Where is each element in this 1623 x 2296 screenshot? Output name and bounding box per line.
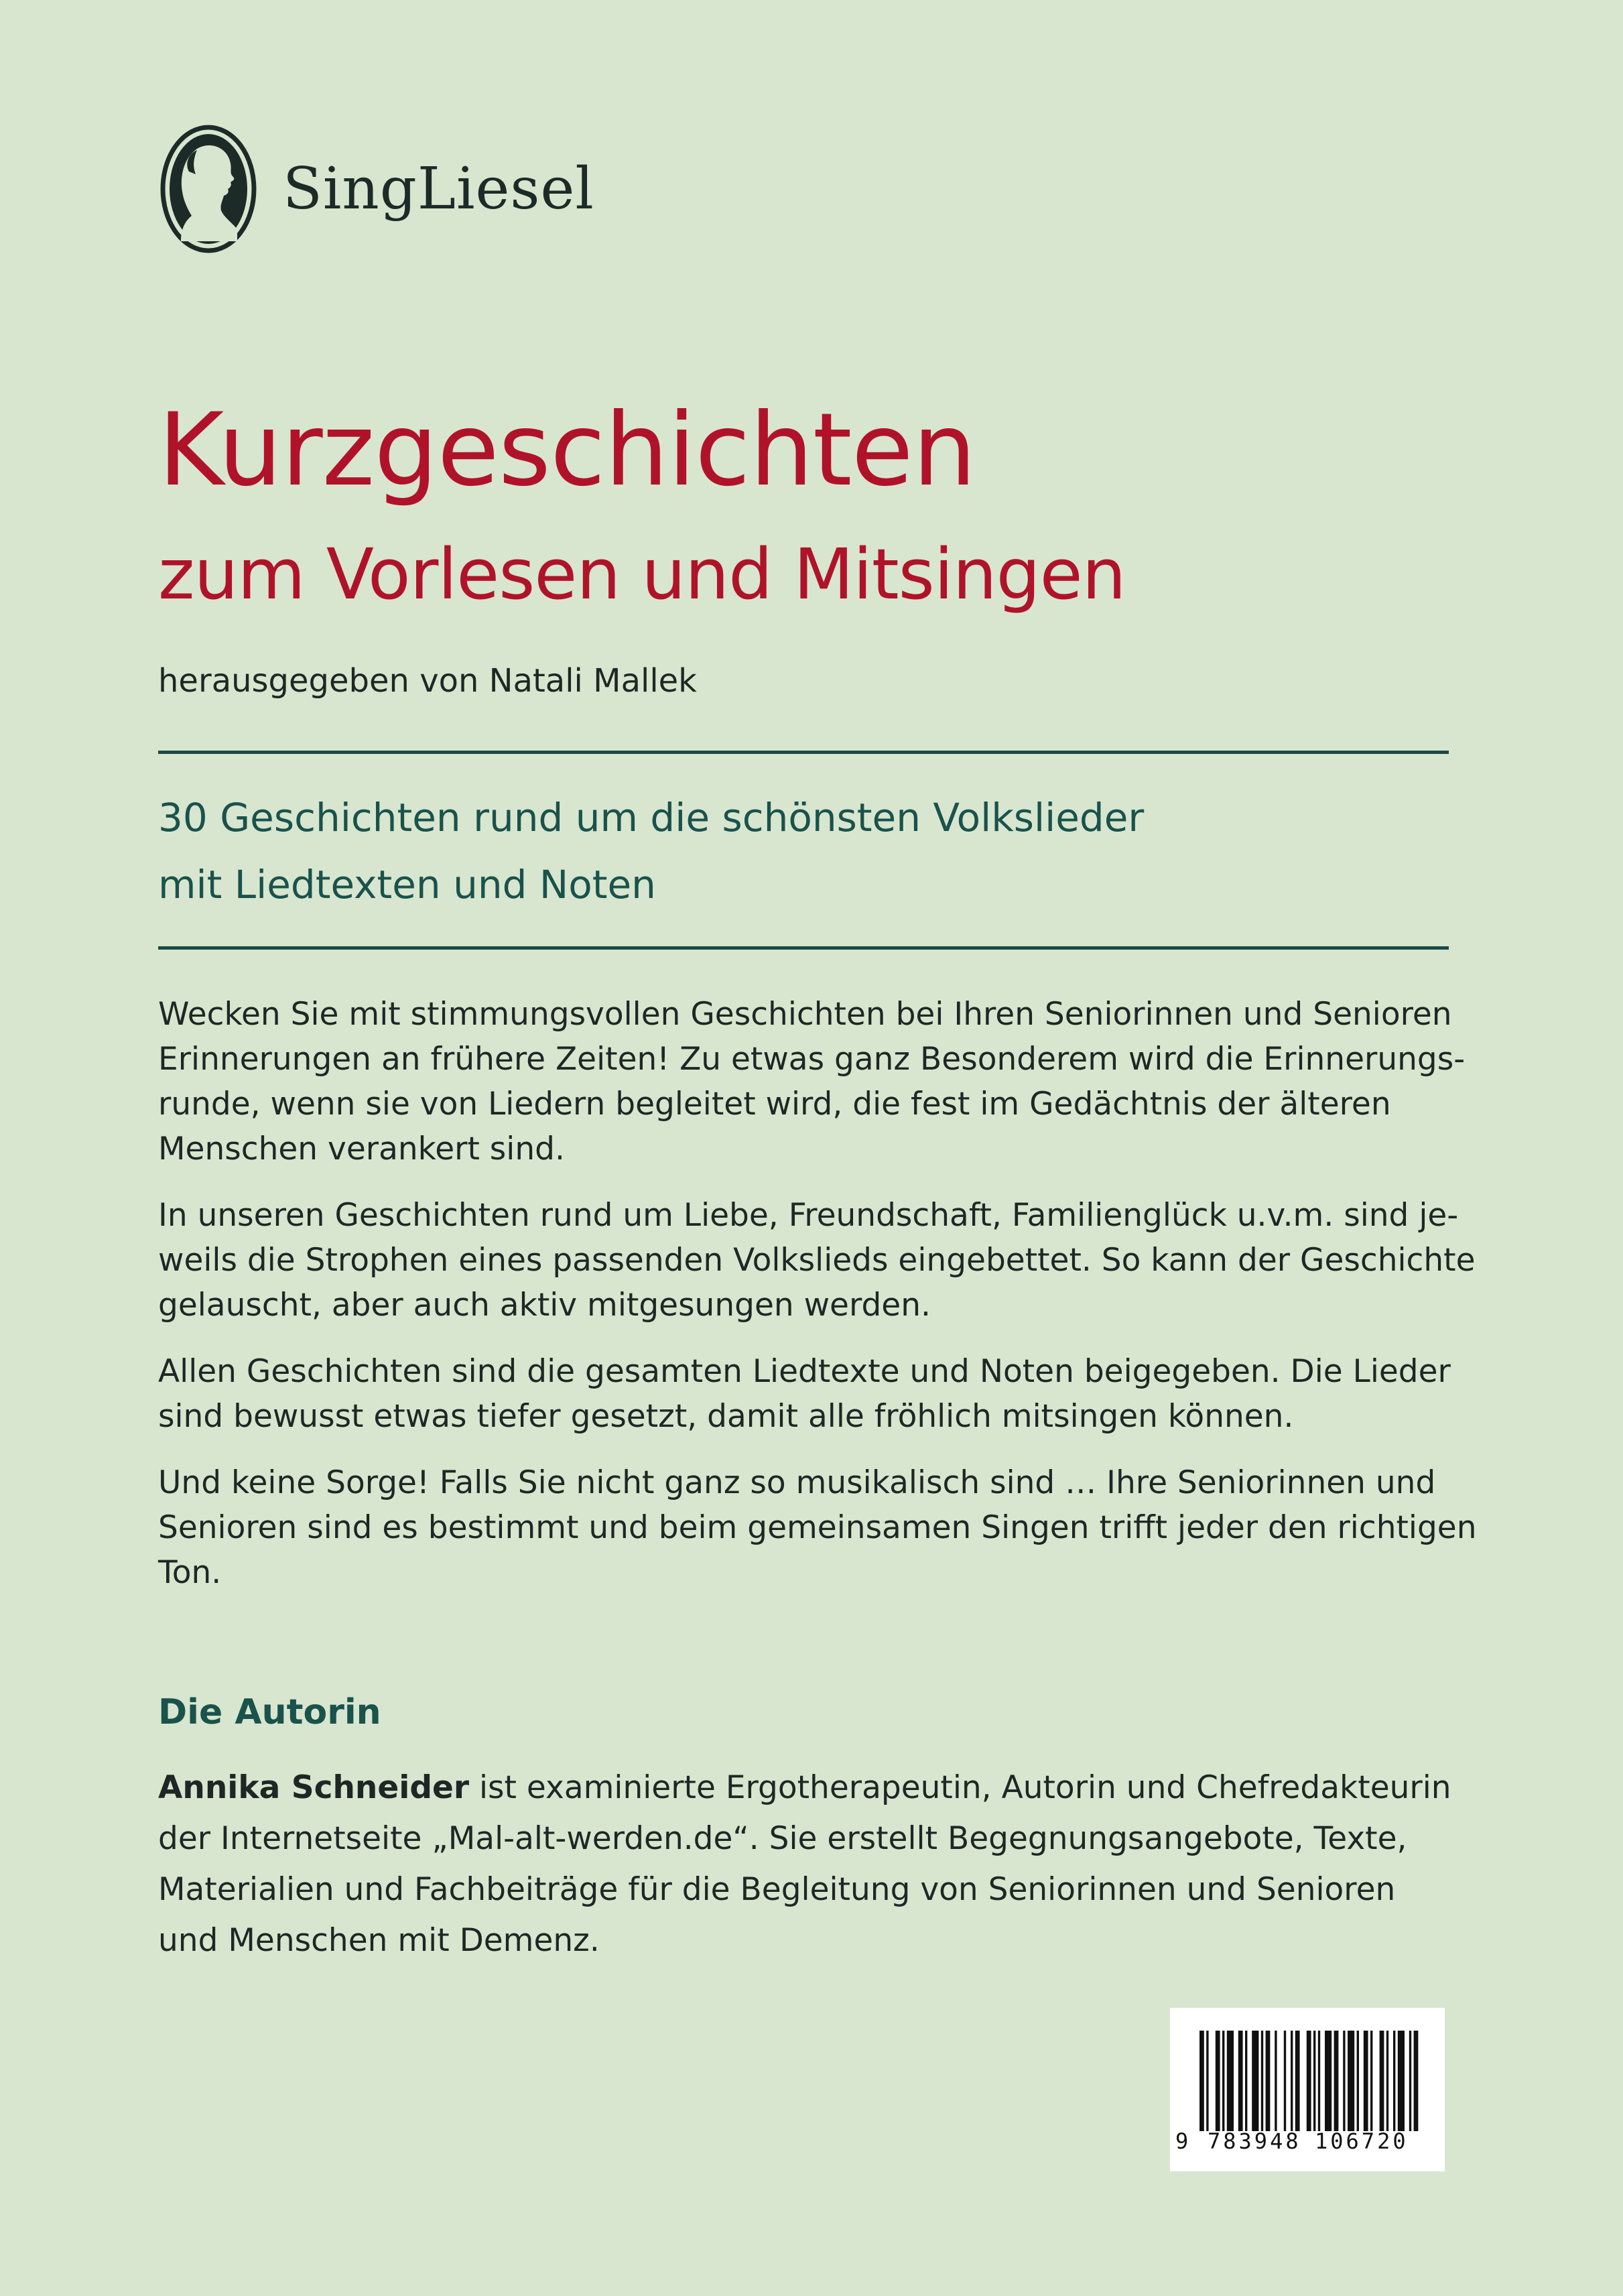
barcode-bar bbox=[1252, 2031, 1258, 2131]
text-line: der Internetseite „Mal-alt-werden.de“. Sie erstellt Begegnungsangebote, Texte, bbox=[158, 1820, 1407, 1857]
barcode-bar bbox=[1325, 2031, 1332, 2131]
barcode-bar bbox=[1222, 2031, 1224, 2131]
text-line: Ton. bbox=[158, 1554, 222, 1591]
isbn-barcode bbox=[1170, 2008, 1445, 2171]
barcode-bar bbox=[1275, 2031, 1277, 2131]
barcode-bar bbox=[1206, 2031, 1208, 2131]
isbn-group-right: 106720 bbox=[1315, 2128, 1409, 2154]
blurb bbox=[158, 992, 1477, 1616]
blurb-paragraph bbox=[158, 1349, 1451, 1439]
barcode-bar bbox=[1261, 2031, 1263, 2131]
divider-top bbox=[158, 751, 1449, 754]
barcode-bar bbox=[1284, 2031, 1286, 2131]
barcode-bar bbox=[1227, 2031, 1234, 2131]
barcode-bar bbox=[1238, 2031, 1243, 2131]
author-bio bbox=[158, 1763, 1451, 1966]
barcode-bar bbox=[1245, 2031, 1247, 2131]
tagline bbox=[158, 784, 1144, 918]
text-line bbox=[158, 1763, 1451, 1813]
tagline-line: mit Liedtexten und Noten bbox=[158, 862, 656, 907]
barcode-bar bbox=[1393, 2031, 1395, 2131]
tagline-line: 30 Geschichten rund um die schönsten Volkslieder bbox=[158, 795, 1145, 840]
barcode-bar bbox=[1216, 2031, 1220, 2131]
text-line: Senioren sind es bestimmt und beim gemeinsamen Singen trifft jeder den richtigen bbox=[158, 1509, 1477, 1546]
barcode-bar bbox=[1343, 2031, 1345, 2131]
barcode-bar bbox=[1414, 2031, 1419, 2131]
barcode-bar bbox=[1370, 2031, 1372, 2131]
text-line: runde, wenn sie von Liedern begleitet wird, die fest im Gedächtnis der älteren bbox=[158, 1086, 1391, 1123]
author-bio-text: ist examinierte Ergotherapeutin, Autorin und Chefredakteurin bbox=[469, 1769, 1451, 1806]
barcode-bar bbox=[1357, 2031, 1359, 2131]
barcode-bar bbox=[1380, 2031, 1384, 2131]
barcode-bar bbox=[1409, 2031, 1411, 2131]
cameo-silhouette-icon bbox=[158, 122, 259, 256]
author-heading: Die Autorin bbox=[158, 1692, 381, 1732]
divider-bottom bbox=[158, 946, 1449, 950]
text-line: Wecken Sie mit stimmungsvollen Geschichten bei Ihren Seniorinnen und Senioren bbox=[158, 996, 1452, 1033]
barcode-bar bbox=[1266, 2031, 1271, 2131]
text-line: Allen Geschichten sind die gesamten Liedtexte und Noten beigegeben. Die Lieder bbox=[158, 1353, 1451, 1390]
brand-name: SingLiesel bbox=[283, 155, 594, 222]
book-title: Kurzgeschichten bbox=[158, 392, 976, 509]
text-line: weils die Strophen eines passenden Volkslieds eingebettet. So kann der Geschichte bbox=[158, 1242, 1476, 1279]
barcode-bar bbox=[1199, 2031, 1204, 2131]
text-line: In unseren Geschichten rund um Liebe, Freundschaft, Familienglück u.v.m. sind je- bbox=[158, 1197, 1459, 1234]
text-line: Und keine Sorge! Falls Sie nicht ganz so musikalisch sind … Ihre Seniorinnen und bbox=[158, 1464, 1436, 1501]
brand-logo bbox=[158, 122, 594, 256]
text-line: Erinnerungen an frühere Zeiten! Zu etwas ganz Besonderem wird die Erinnerungs- bbox=[158, 1041, 1466, 1078]
barcode-bar bbox=[1313, 2031, 1315, 2131]
isbn-group-left: 783948 bbox=[1208, 2128, 1301, 2154]
barcode-bar bbox=[1295, 2031, 1300, 2131]
blurb-paragraph bbox=[158, 992, 1466, 1171]
text-line: Menschen verankert sind. bbox=[158, 1131, 565, 1167]
barcode-bar bbox=[1386, 2031, 1388, 2131]
editor-credit: herausgegeben von Natali Mallek bbox=[158, 662, 697, 700]
barcode-bar bbox=[1348, 2031, 1354, 2131]
author-name: Annika Schneider bbox=[158, 1769, 470, 1806]
book-subtitle: zum Vorlesen und Mitsingen bbox=[158, 533, 1126, 615]
blurb-paragraph bbox=[158, 1193, 1476, 1328]
text-line: sind bewusst etwas tiefer gesetzt, damit alle fröhlich mitsingen können. bbox=[158, 1398, 1294, 1435]
barcode-bar bbox=[1398, 2031, 1405, 2131]
barcode-bars bbox=[1199, 2031, 1421, 2131]
barcode-bar bbox=[1364, 2031, 1368, 2131]
barcode-bar bbox=[1291, 2031, 1293, 2131]
text-line: und Menschen mit Demenz. bbox=[158, 1922, 600, 1959]
barcode-bar bbox=[1307, 2031, 1311, 2131]
text-line: Materialien und Fachbeiträge für die Begleitung von Seniorinnen und Senioren bbox=[158, 1871, 1396, 1908]
isbn-digit-first: 9 bbox=[1175, 2128, 1189, 2154]
barcode-bar bbox=[1318, 2031, 1320, 2131]
text-line: gelauscht, aber auch aktiv mitgesungen werden. bbox=[158, 1287, 931, 1324]
blurb-paragraph bbox=[158, 1460, 1477, 1595]
barcode-bar bbox=[1334, 2031, 1339, 2131]
